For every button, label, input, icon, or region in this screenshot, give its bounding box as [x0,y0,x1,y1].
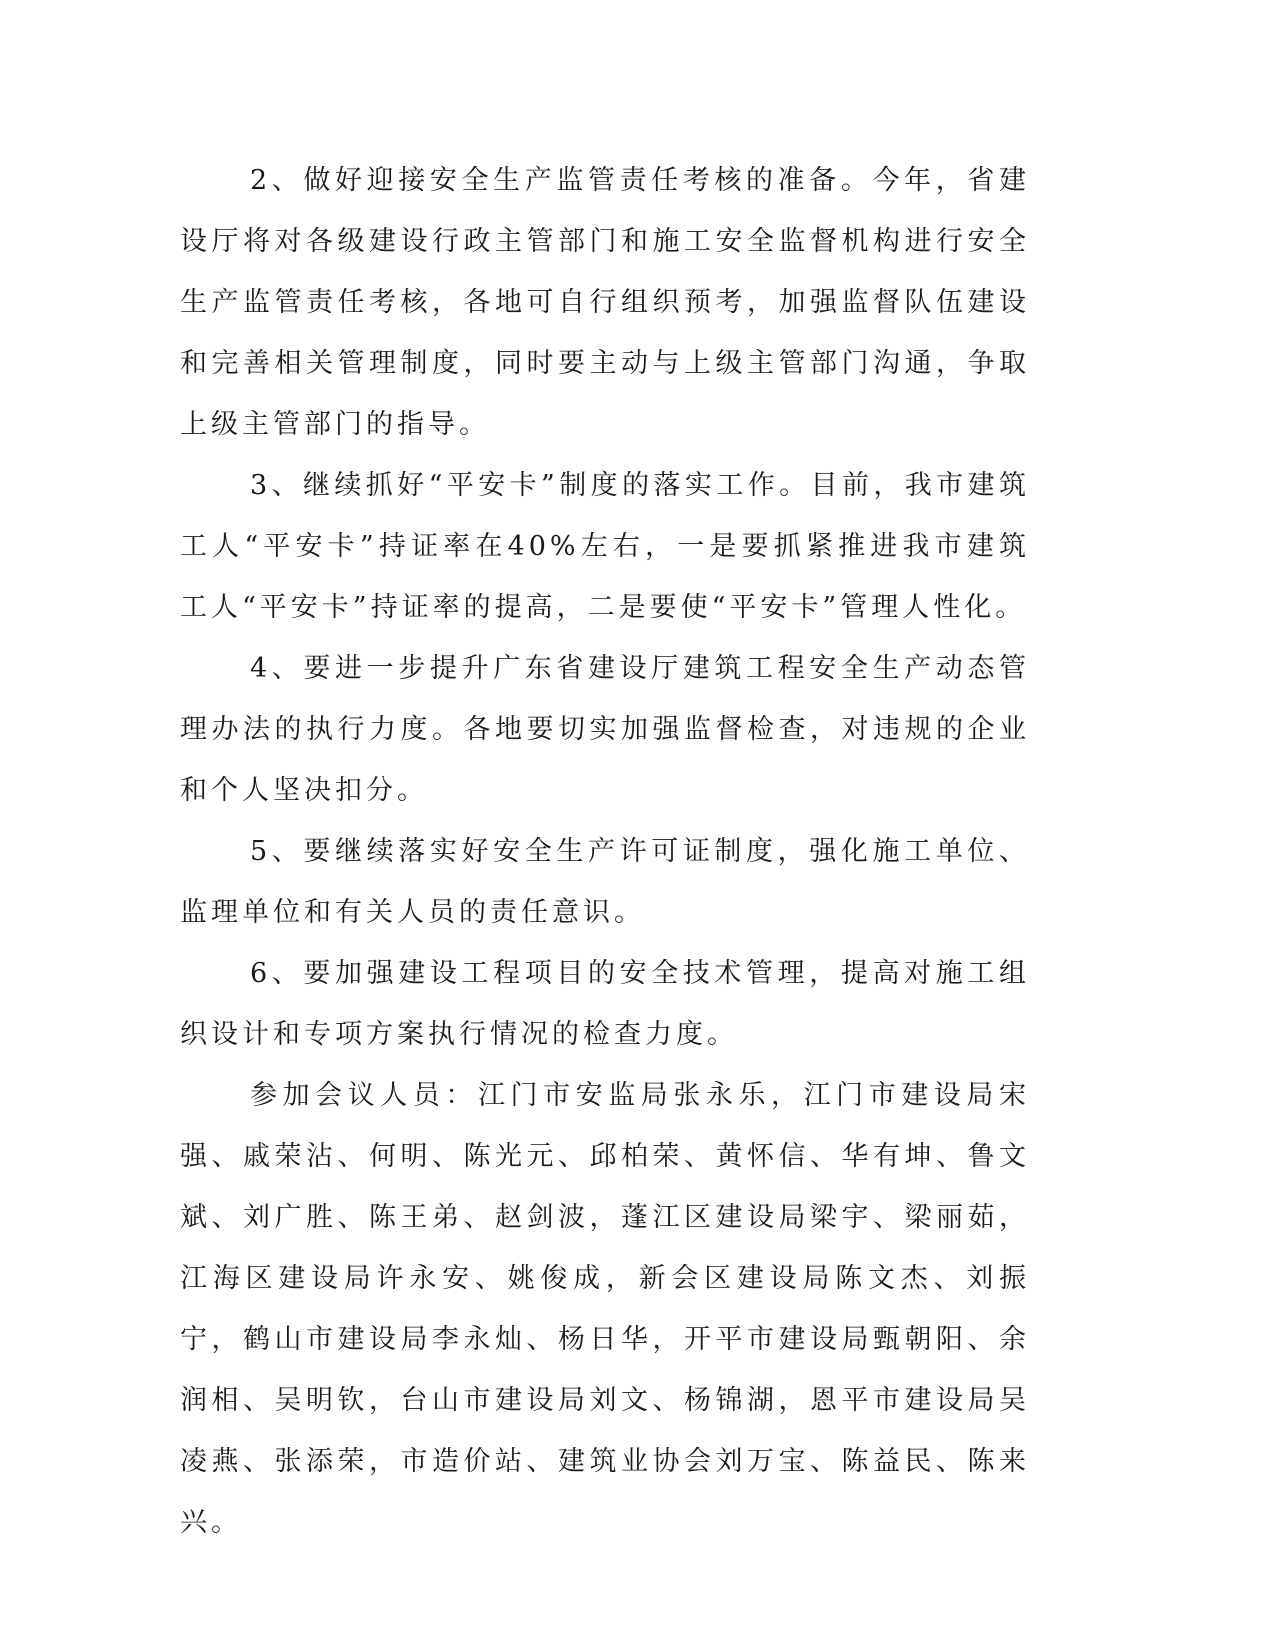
paragraph-item-5: 5、要继续落实好安全生产许可证制度，强化施工单位、监理单位和有关人员的责任意识。 [180,836,1030,928]
paragraph-item-2: 2、做好迎接安全生产监管责任考核的准备。今年，省建设厅将对各级建设行政主管部门和施工安全监督机构进行安全生产监管责任考核，各地可自行组织预考，加强监督队伍建设和完善相关管理制度，同时要主动与上级主管部门沟通，争取上级主管部门的指导。 [180,165,1030,440]
paragraph-item-3: 3、继续抓好“平安卡”制度的落实工作。目前，我市建筑工人“平安卡”持证率在40%左右，一是要抓紧推进我市建筑工人“平安卡”持证率的提高，二是要使“平安卡”管理人性化。 [180,470,1030,623]
paragraph-attendees: 参加会议人员：江门市安监局张永乐，江门市建设局宋强、戚荣沾、何明、陈光元、邱柏荣、黄怀信、华有坤、鲁文斌、刘广胜、陈王弟、赵剑波，蓬江区建设局梁宇、梁丽茹，江海区建设局许永安、姚俊成，新会区建设局陈文杰、刘振宁，鹤山市建设局李永灿、杨日华，开平市建设局甄朝阳、余润相、吴明钦，台山市建设局刘文、杨锦湖，恩平市建设局吴凌燕、张添荣，市造价站、建筑业协会刘万宝、陈益民、陈来兴。 [180,1080,1030,1538]
document-body [180,150,1030,1553]
paragraph-item-6: 6、要加强建设工程项目的安全技术管理，提高对施工组织设计和专项方案执行情况的检查力度。 [180,958,1030,1050]
paragraph-item-4: 4、要进一步提升广东省建设厅建筑工程安全生产动态管理办法的执行力度。各地要切实加强监督检查，对违规的企业和个人坚决扣分。 [180,653,1030,806]
